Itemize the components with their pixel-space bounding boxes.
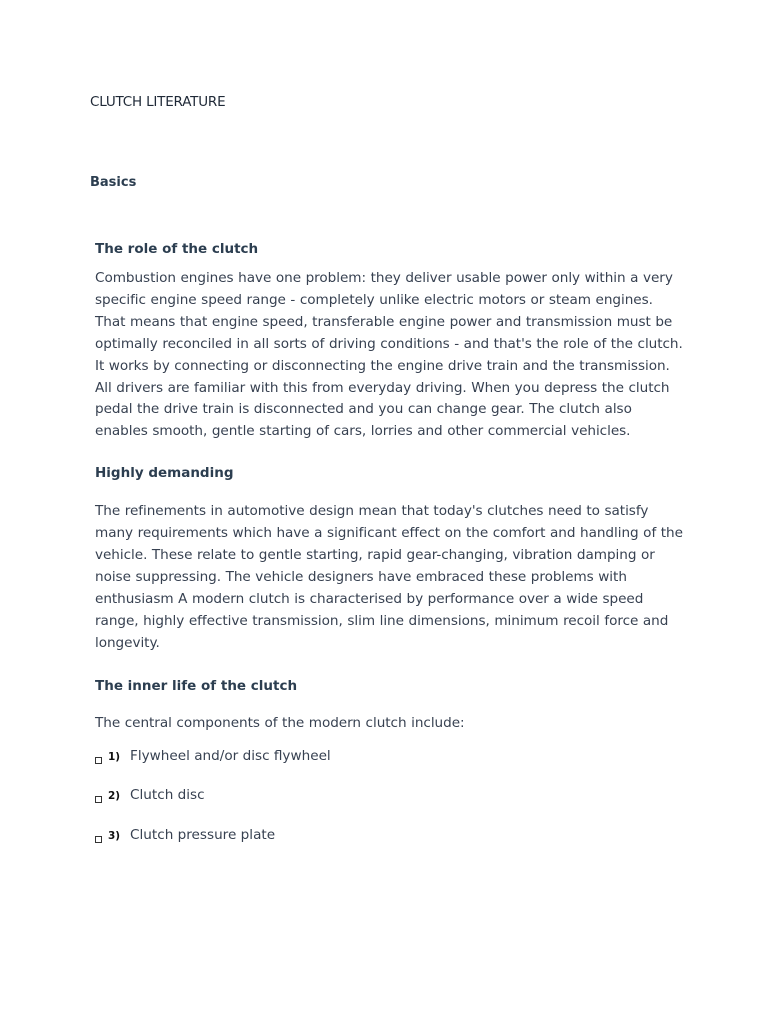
heading-highly-demanding: Highly demanding [95, 465, 234, 482]
list-item-label: Clutch disc [130, 787, 205, 803]
list-number: 2) [108, 790, 121, 802]
list-number: 3) [108, 829, 121, 842]
paragraph-inner-life: The central components of the modern clutch include: [95, 714, 465, 731]
section-heading-basics: Basics [90, 175, 137, 190]
heading-inner-life: The inner life of the clutch [95, 677, 298, 694]
checkbox-bullet-icon [95, 757, 102, 764]
checkbox-bullet-icon [95, 796, 102, 803]
list-item [95, 827, 685, 867]
list-item-label: Flywheel and/or disc flywheel [130, 747, 331, 764]
list-number: 1) [108, 750, 121, 763]
list-item [95, 748, 685, 788]
component-list [95, 748, 685, 867]
paragraph-role-of-clutch: Combustion engines have one problem: they deliver usable power only within a very specific engine speed range - completely unlike electric motors or steam engines. That means that engine speed, transferable engine power and transmission must be optimally reconciled in all sorts of driving conditions - and that's the role of the clutch. It works by connecting or disconnecting the engine drive train and the transmission. All drivers are familiar with this from everyday driving. When you depress the clutch pedal the drive train is disconnected and you can change gear. The clutch also enables smooth, gentle starting of cars, lorries and other commercial vehicles. [95, 270, 683, 440]
paragraph-highly-demanding: The refinements in automotive design mean that today's clutches need to satisfy many requirements which have a significant effect on the comfort and handling of the vehicle. These relate to gentle starting, rapid gear-changing, vibration damping or noise suppressing. The vehicle designers have embraced these problems with enthusiasm A modern clutch is characterised by performance over a wide speed range, highly effective transmission, slim line dimensions, minimum recoil force and longevity. [95, 503, 683, 651]
list-item [95, 787, 685, 827]
document-body [95, 238, 685, 866]
checkbox-bullet-icon [95, 836, 102, 843]
document-title: CLUTCH LITERATURE [90, 94, 226, 110]
heading-role-of-clutch: The role of the clutch [95, 241, 259, 257]
list-item-label: Clutch pressure plate [130, 826, 276, 843]
